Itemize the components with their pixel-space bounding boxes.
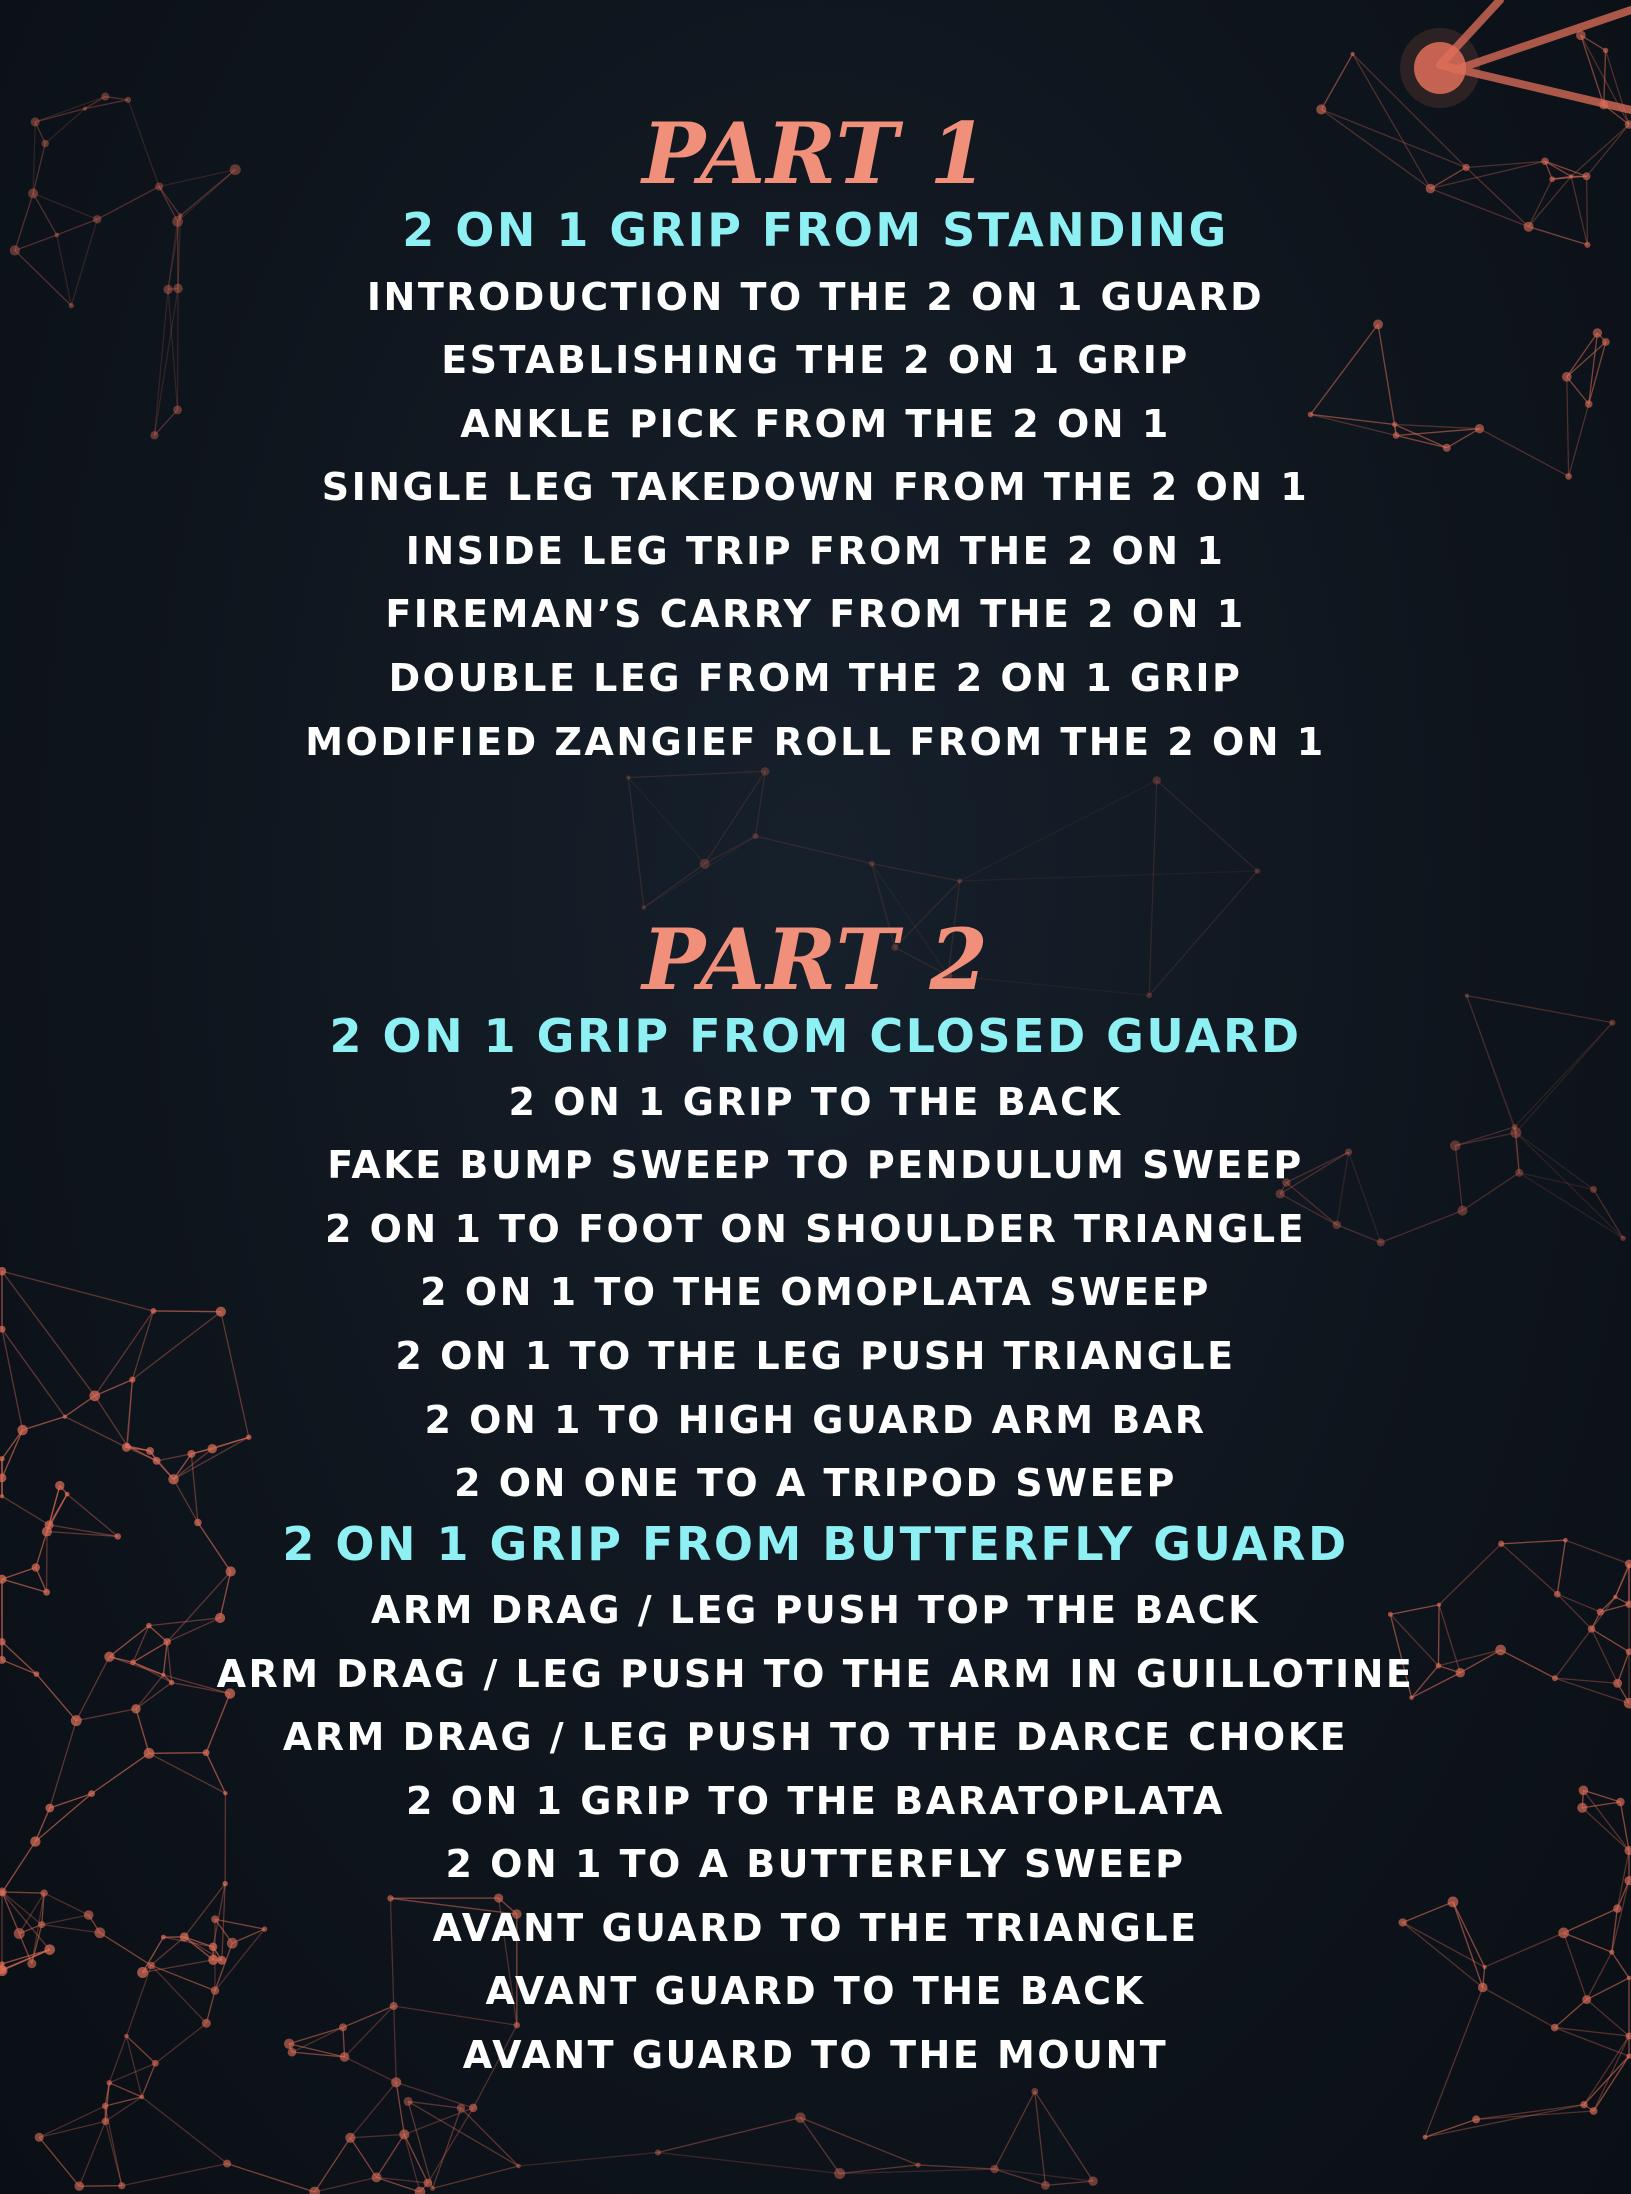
list-item: 2 ON 1 GRIP TO THE BACK xyxy=(508,1080,1123,1124)
list-item: 2 ON 1 TO FOOT ON SHOULDER TRIANGLE xyxy=(324,1207,1307,1251)
list-item: FIREMAN’S CARRY FROM THE 2 ON 1 xyxy=(385,592,1246,636)
list-item: ARM DRAG / LEG PUSH TOP THE BACK xyxy=(370,1588,1261,1632)
list-item: 2 ON 1 TO THE LEG PUSH TRIANGLE xyxy=(395,1334,1236,1378)
list-item: ARM DRAG / LEG PUSH TO THE ARM IN GUILLOTINE xyxy=(216,1652,1415,1696)
list-item: DOUBLE LEG FROM THE 2 ON 1 GRIP xyxy=(388,656,1243,700)
list-item: INSIDE LEG TRIP FROM THE 2 ON 1 xyxy=(405,529,1226,573)
list-item: 2 ON 1 TO HIGH GUARD ARM BAR xyxy=(424,1398,1207,1442)
list-item: ANKLE PICK FROM THE 2 ON 1 xyxy=(460,402,1171,446)
list-item: ESTABLISHING THE 2 ON 1 GRIP xyxy=(441,338,1190,382)
section-heading-standing: 2 ON 1 GRIP FROM STANDING xyxy=(402,203,1229,257)
list-item: AVANT GUARD TO THE TRIANGLE xyxy=(432,1906,1199,1950)
list-item: AVANT GUARD TO THE MOUNT xyxy=(462,2033,1169,2077)
list-item: 2 ON 1 TO THE OMOPLATA SWEEP xyxy=(420,1270,1211,1314)
section-heading-closed-guard: 2 ON 1 GRIP FROM CLOSED GUARD xyxy=(329,1009,1302,1063)
part-1-title: PART 1 xyxy=(642,104,989,203)
list-item: MODIFIED ZANGIEF ROLL FROM THE 2 ON 1 xyxy=(305,720,1326,764)
list-item: FAKE BUMP SWEEP TO PENDULUM SWEEP xyxy=(327,1143,1304,1187)
section-heading-butterfly-guard: 2 ON 1 GRIP FROM BUTTERFLY GUARD xyxy=(282,1517,1349,1571)
list-item: INTRODUCTION TO THE 2 ON 1 GUARD xyxy=(366,275,1265,319)
list-item: AVANT GUARD TO THE BACK xyxy=(485,1969,1146,2013)
list-item: 2 ON 1 TO A BUTTERFLY SWEEP xyxy=(445,1842,1186,1886)
part-2-title: PART 2 xyxy=(642,910,989,1009)
list-item: SINGLE LEG TAKEDOWN FROM THE 2 ON 1 xyxy=(321,465,1310,509)
list-item: 2 ON ONE TO A TRIPOD SWEEP xyxy=(454,1461,1177,1505)
list-item: 2 ON 1 GRIP TO THE BARATOPLATA xyxy=(406,1779,1225,1823)
list-item: ARM DRAG / LEG PUSH TO THE DARCE CHOKE xyxy=(282,1715,1349,1759)
